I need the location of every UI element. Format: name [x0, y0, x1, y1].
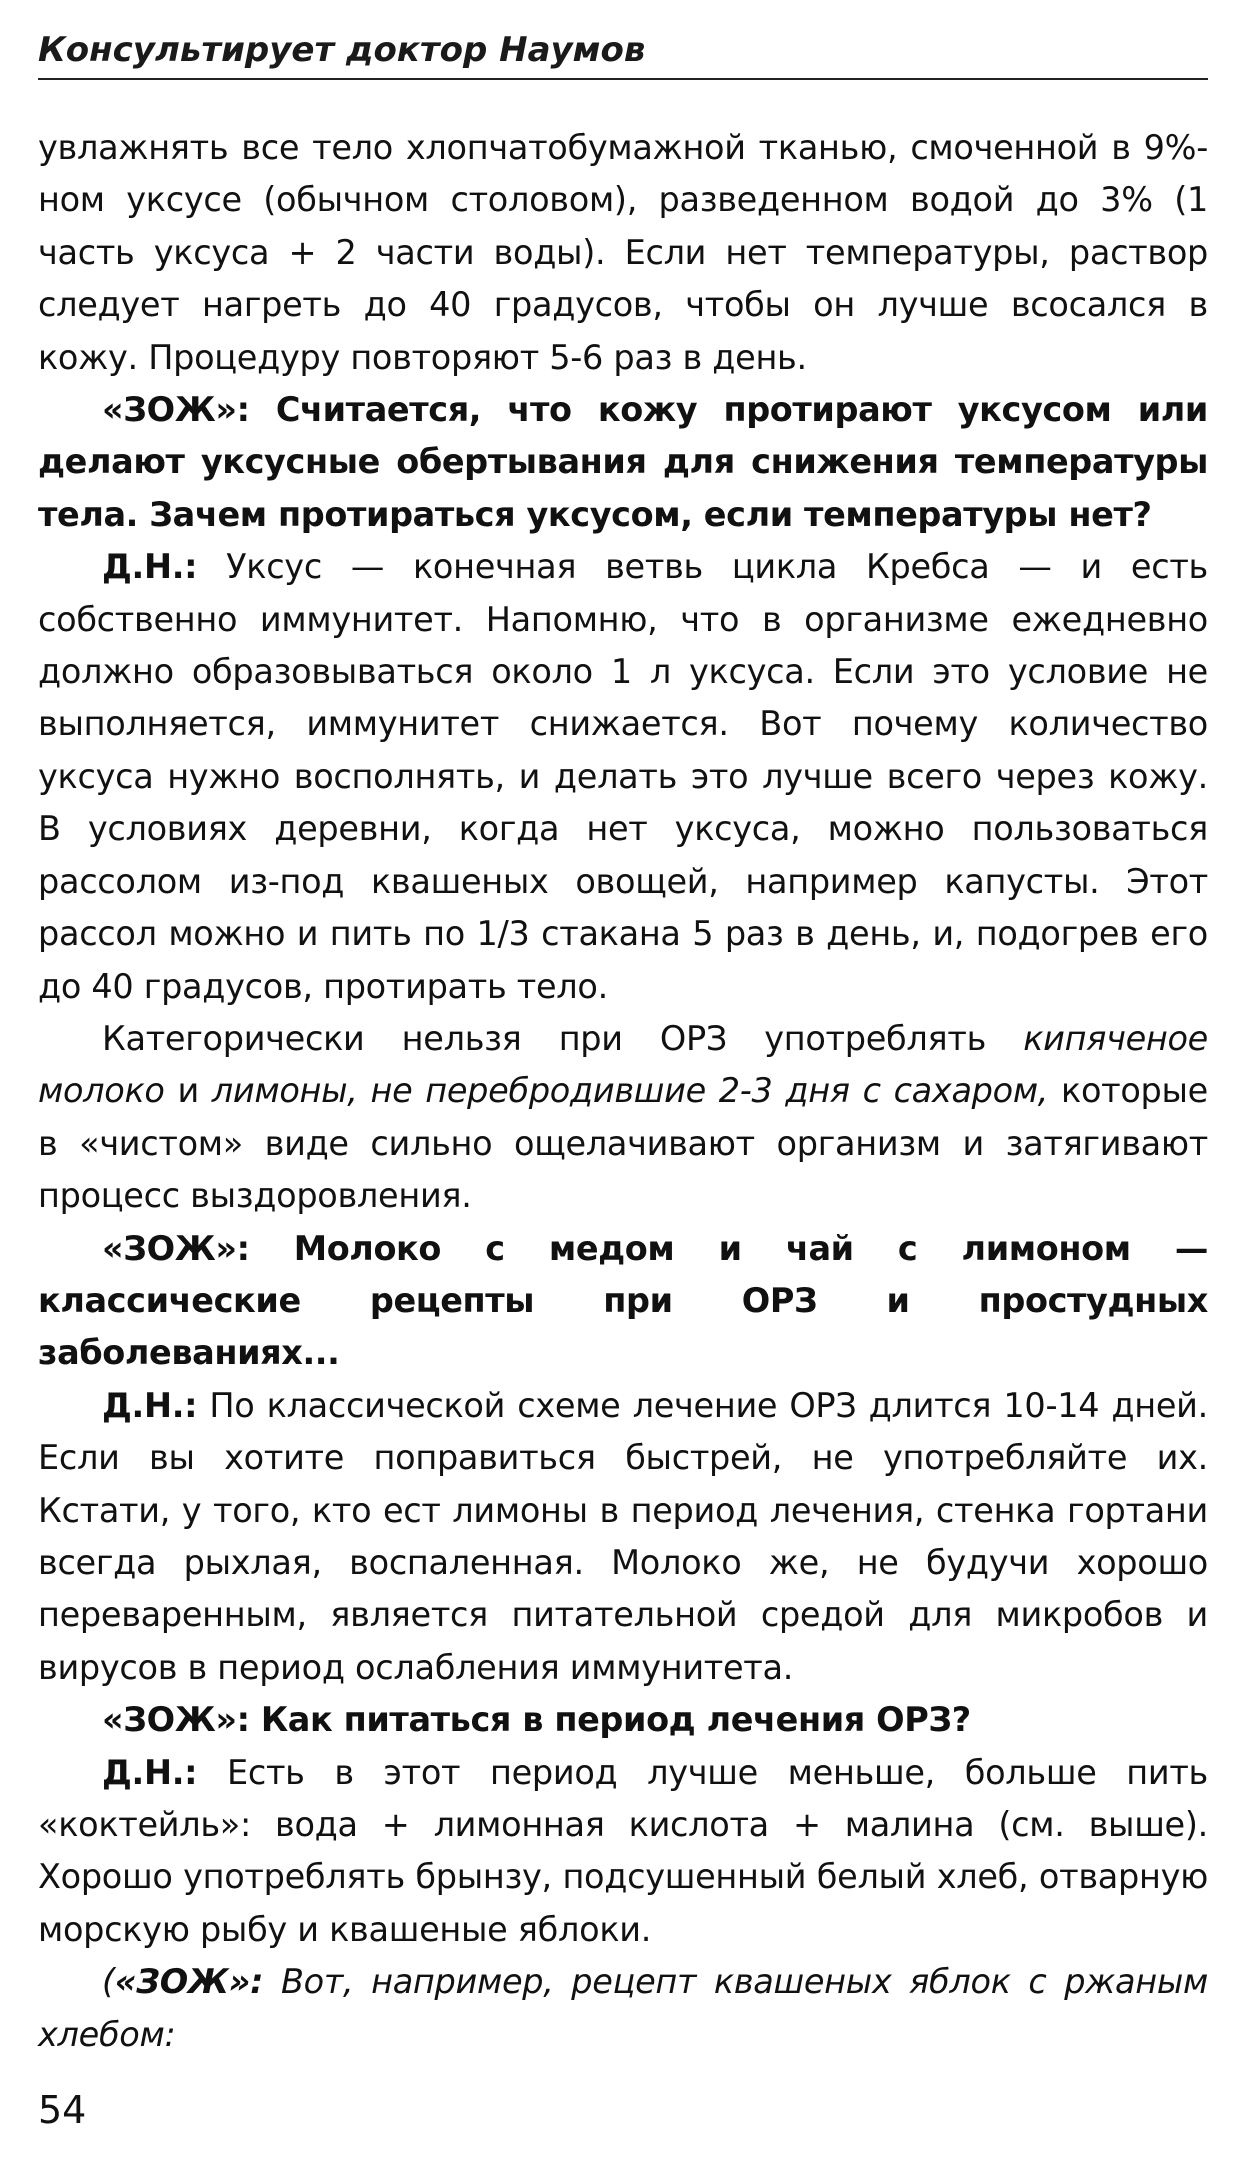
warning-text-a: Категорически нельзя при ОРЗ употреблять [102, 1018, 1024, 1058]
answer-1-label: Д.Н.: [102, 547, 198, 587]
answer-3-label: Д.Н.: [102, 1752, 198, 1792]
answer-1 [38, 541, 1208, 1013]
warning-text-c: которые в «чистом» виде сильно ощелачивают организм и затягивают процесс выздоровления. [38, 1071, 1208, 1216]
paragraph-warning [38, 1013, 1208, 1223]
answer-2-text: По классической схеме лечение ОРЗ длится 10-14 дней. Если вы хотите поправиться быстрей, не употребляйте их. Кстати, у того, кто ест лимоны в период лечения, стенка гортани всегда рыхлая, воспаленная. Молоко же, не будучи хорошо переваренным, является питательной средой для микробов и вирусов в период ослабления иммунитета. [38, 1385, 1208, 1687]
question-2: «ЗОЖ»: Молоко с медом и чай с лимоном — классические рецепты при ОРЗ и простудных заболеваниях... [38, 1228, 1208, 1373]
recipe-intro [38, 1956, 1208, 2061]
answer-1-text: Уксус — конечная ветвь цикла Кребса — и есть собственно иммунитет. Напомню, что в организме ежедневно должно образовываться около 1 л уксуса. Если это условие не выполняется, иммунитет снижается. Вот почему количество уксуса нужно восполнять, и делать это лучше всего через кожу. В условиях деревни, когда нет уксуса, можно пользоваться рассолом из-под квашеных овощей, например капусты. Этот рассол можно и пить по 1/3 стакана 5 раз в день, и, подогрев его до 40 градусов, протирать тело. [38, 547, 1208, 1006]
recipe-intro-text: Вот, например, рецепт квашеных яблок с ржаным хлебом: [38, 1962, 1208, 2054]
recipe-intro-open: ( [102, 1962, 115, 2002]
answer-3-text: Есть в этот период лучше меньше, больше пить «коктейль»: вода + лимонная кислота + малина (см. выше). Хорошо употреблять брынзу, подсушенный белый хлеб, отварную морскую рыбу и квашеные яблоки. [38, 1752, 1208, 1949]
question-1: «ЗОЖ»: Считается, что кожу протирают уксусом или делают уксусные обертывания для снижения температуры тела. Зачем протираться уксусом, если температуры нет? [38, 390, 1208, 534]
warning-emphasis-2: лимоны, не перебродившие 2-3 дня с сахаром, [211, 1071, 1049, 1111]
article-body [38, 122, 1208, 2061]
paragraph-continuation: увлажнять все тело хлопчатобумажной тканью, смоченной в 9%-ном уксусе (обычном столовом), разведенном водой до 3% (1 часть уксуса + 2 части воды). Если нет температуры, раствор следует нагреть до 40 градусов, чтобы он лучше всосался в кожу. Процедуру повторяют 5-6 раз в день. [38, 128, 1208, 377]
answer-2 [38, 1380, 1208, 1694]
warning-emphasis-1: кипяченое молоко [38, 1018, 1208, 1111]
question-3: «ЗОЖ»: Как питаться в период лечения ОРЗ? [102, 1700, 971, 1740]
answer-2-label: Д.Н.: [102, 1385, 198, 1425]
page-number: 54 [38, 2088, 87, 2132]
answer-3 [38, 1747, 1208, 1957]
running-head-title: Консультирует доктор Наумов [38, 30, 646, 70]
running-head [38, 24, 1208, 80]
warning-text-b: и [164, 1071, 212, 1111]
recipe-intro-label: «ЗОЖ»: [114, 1962, 264, 2002]
